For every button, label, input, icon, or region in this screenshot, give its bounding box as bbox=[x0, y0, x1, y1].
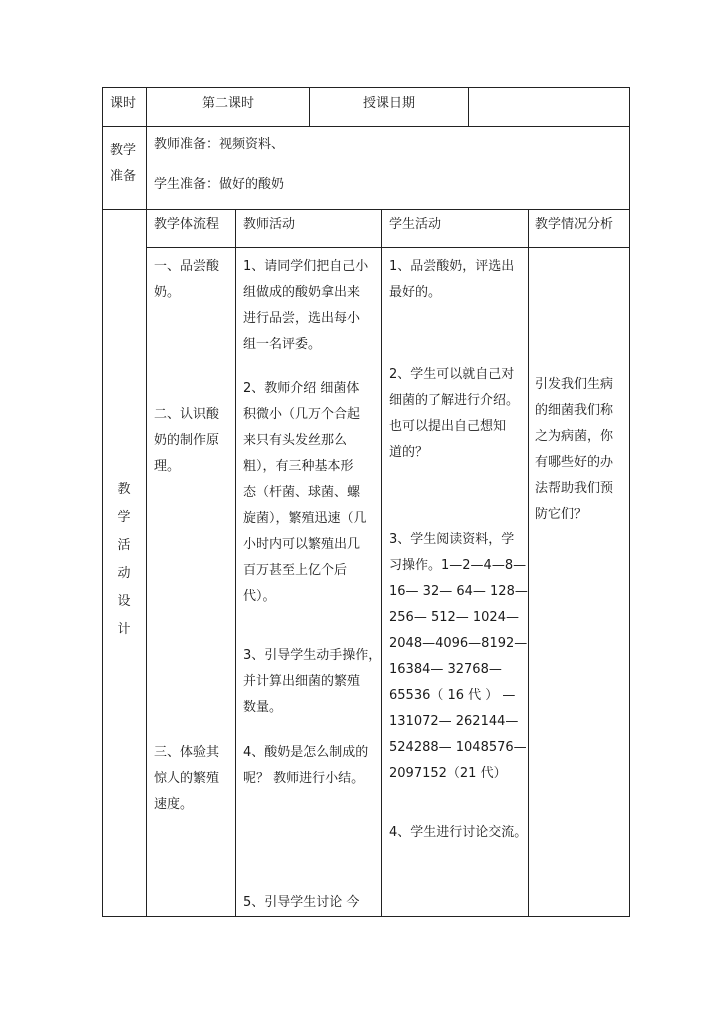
student-line: 细菌的了解进行介绍。 bbox=[389, 393, 520, 408]
teacher-line: 态（杆菌、球菌、螺 bbox=[243, 485, 361, 500]
student-line: 256— 512— 1024— bbox=[389, 610, 519, 625]
student-line: 1、品尝酸奶，评选出 bbox=[389, 259, 515, 274]
teacher-line: 1、请同学们把自己小 bbox=[243, 259, 369, 274]
date-label: 授课日期 bbox=[362, 96, 415, 111]
teacher-line: 组做成的酸奶拿出来 bbox=[243, 285, 361, 300]
analysis-line: 有哪些好的办 bbox=[535, 455, 614, 470]
teacher-line: 2、教师介绍 细菌体 bbox=[243, 381, 360, 396]
student-line: 4、学生进行讨论交流。 bbox=[389, 825, 528, 840]
lesson-value: 第二课时 bbox=[201, 96, 254, 111]
student-line: 3、学生阅读资料，学 bbox=[389, 532, 515, 547]
col-divider-flow bbox=[235, 209, 236, 917]
teacher-activity-2 bbox=[243, 376, 367, 610]
analysis-line: 引发我们生病 bbox=[535, 377, 614, 392]
teacher-line: 进行品尝，选出每小 bbox=[243, 311, 361, 326]
teacher-line: 积微小（几万个合起 bbox=[243, 407, 361, 422]
student-prep: 学生准备：做好的酸奶 bbox=[154, 177, 285, 192]
student-activity-4 bbox=[389, 820, 527, 846]
teacher-line: 旋菌），繁殖迅速（几 bbox=[243, 511, 367, 526]
teacher-line: 3、引导学生动手操作， bbox=[243, 648, 382, 663]
col-divider-header-right bbox=[468, 87, 469, 127]
teacher-line: 组一名评委。 bbox=[243, 337, 322, 352]
side-label-char: 设 bbox=[117, 594, 131, 609]
teacher-line: 小时内可以繁殖出几 bbox=[243, 537, 361, 552]
col-divider-teacher bbox=[381, 209, 382, 917]
teacher-line: 5、引导学生讨论 今 bbox=[243, 895, 360, 910]
teacher-activity-3 bbox=[243, 643, 381, 721]
flow-step-3 bbox=[154, 740, 219, 818]
flow-line: 三、体验其 bbox=[154, 745, 220, 760]
student-activity-1 bbox=[389, 254, 514, 306]
teacher-activity-1 bbox=[243, 254, 368, 358]
teacher-line: 百万甚至上亿个后 bbox=[243, 563, 348, 578]
col-header-analysis: 教学情况分析 bbox=[535, 217, 614, 232]
flow-line: 一、品尝酸 bbox=[154, 259, 220, 274]
table-border-right bbox=[629, 87, 630, 917]
student-line: 道的？ bbox=[389, 445, 429, 460]
side-label-char: 计 bbox=[117, 622, 131, 637]
col-divider-label bbox=[146, 87, 147, 917]
col-header-student: 学生活动 bbox=[389, 217, 442, 232]
teacher-line: 粗），有三种基本形 bbox=[243, 459, 354, 474]
teacher-line: 代）。 bbox=[243, 589, 276, 604]
teacher-prep: 教师准备：视频资料、 bbox=[154, 137, 285, 152]
col-header-flow: 教学体流程 bbox=[154, 217, 220, 232]
student-activity-2 bbox=[389, 362, 519, 466]
student-line: 131072— 262144— bbox=[389, 714, 519, 729]
analysis-line: 防它们？ bbox=[535, 507, 588, 522]
table-border-left bbox=[102, 87, 103, 917]
prep-label-line-1: 教学 bbox=[110, 143, 137, 158]
col-divider-student bbox=[528, 209, 529, 917]
student-line: 习操作。1—2—4—8— bbox=[389, 558, 527, 573]
col-header-teacher: 教师活动 bbox=[243, 217, 296, 232]
side-label-char: 教 bbox=[117, 482, 131, 497]
flow-line: 惊人的繁殖 bbox=[154, 771, 220, 786]
student-line: 65536（ 16 代 ） — bbox=[389, 688, 516, 703]
flow-step-1 bbox=[154, 254, 219, 306]
teacher-line: 呢？ 教师进行小结。 bbox=[243, 771, 365, 786]
prep-label-line-2: 准备 bbox=[110, 169, 137, 184]
table-row-divider-1 bbox=[102, 126, 630, 127]
student-line: 2048—4096—8192— bbox=[389, 636, 528, 651]
table-header-divider bbox=[146, 247, 630, 248]
flow-step-2 bbox=[154, 402, 219, 480]
teacher-line: 4、酸奶是怎么制成的 bbox=[243, 745, 369, 760]
analysis-line: 的细菌我们称 bbox=[535, 403, 614, 418]
side-label-char: 动 bbox=[117, 566, 131, 581]
flow-line: 理。 bbox=[154, 459, 181, 474]
table-border-top bbox=[102, 87, 630, 88]
flow-line: 速度。 bbox=[154, 797, 194, 812]
lesson-label: 课时 bbox=[110, 96, 137, 111]
teacher-line: 来只有头发丝那么 bbox=[243, 433, 348, 448]
student-line: 也可以提出自己想知 bbox=[389, 419, 507, 434]
design-side-label bbox=[114, 476, 134, 644]
analysis-line: 法帮助我们预 bbox=[535, 481, 614, 496]
flow-line: 奶。 bbox=[154, 285, 181, 300]
teacher-line: 数量。 bbox=[243, 700, 283, 715]
student-line: 2、学生可以就自己对 bbox=[389, 367, 515, 382]
teacher-activity-4 bbox=[243, 740, 368, 792]
student-line: 524288— 1048576— bbox=[389, 740, 527, 755]
student-line: 2097152（21 代） bbox=[389, 766, 507, 781]
table-row-divider-2 bbox=[102, 209, 630, 210]
flow-line: 二、认识酸 bbox=[154, 407, 220, 422]
analysis-text bbox=[535, 372, 613, 528]
student-line: 16— 32— 64— 128— bbox=[389, 584, 528, 599]
student-activity-3 bbox=[389, 527, 528, 787]
student-line: 最好的。 bbox=[389, 285, 442, 300]
student-line: 16384— 32768— bbox=[389, 662, 502, 677]
table-border-bottom bbox=[102, 916, 630, 917]
side-label-char: 学 bbox=[117, 510, 131, 525]
side-label-char: 活 bbox=[117, 538, 131, 553]
teacher-line: 并计算出细菌的繁殖 bbox=[243, 674, 361, 689]
analysis-line: 之为病菌，你 bbox=[535, 429, 614, 444]
flow-line: 奶的制作原 bbox=[154, 433, 220, 448]
teacher-activity-5 bbox=[243, 890, 359, 916]
